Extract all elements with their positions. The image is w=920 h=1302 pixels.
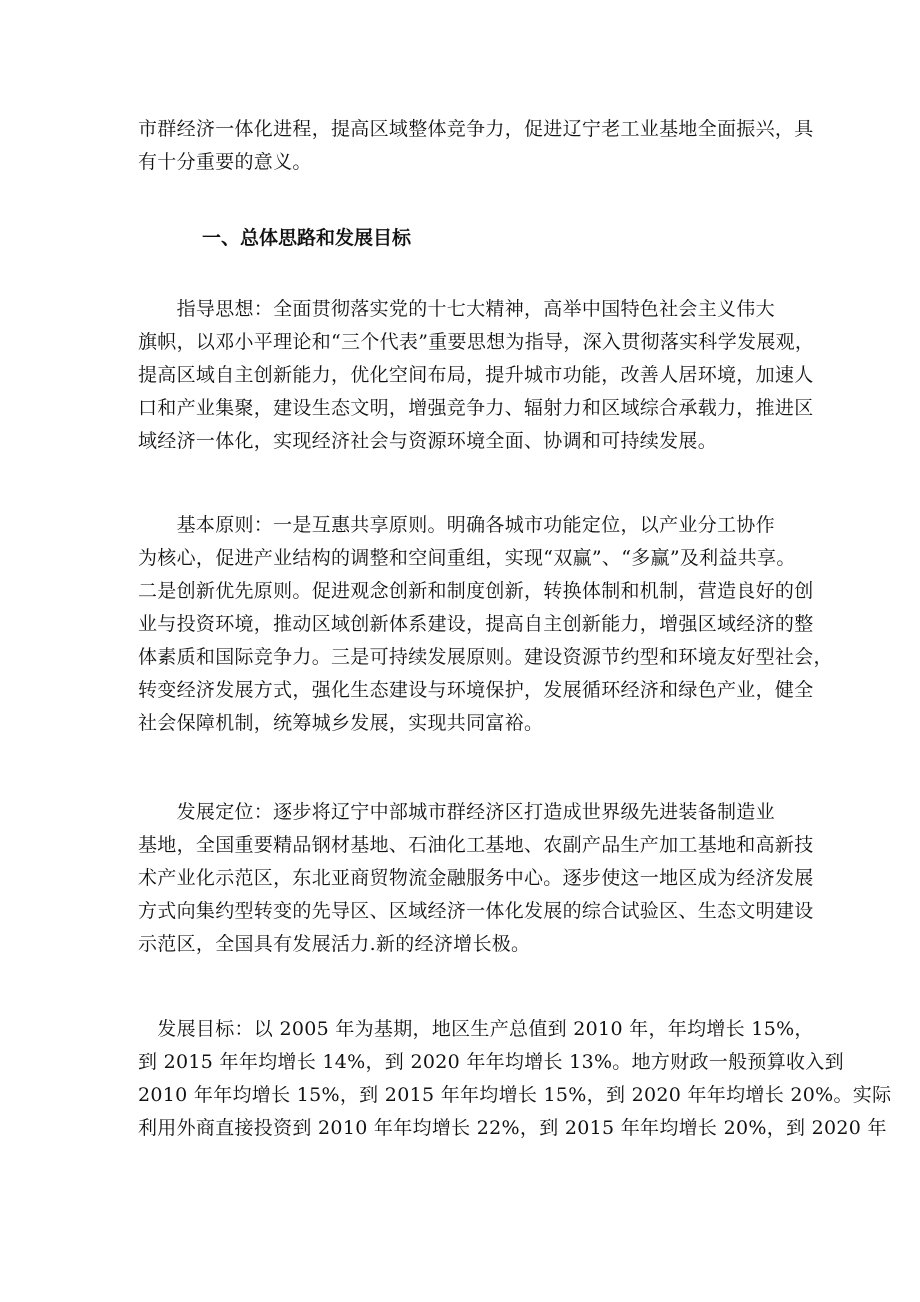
text-line: 域经济一体化，实现经济社会与资源环境全面、协调和可持续发展。 — [138, 430, 718, 452]
text-line: 旗帜，以邓小平理论和“三个代表”重要思想为指导，深入贯彻落实科学发展观， — [138, 331, 815, 353]
development-goals-paragraph — [138, 1013, 892, 1145]
section-heading: 一、总体思路和发展目标 — [202, 227, 412, 249]
text-line: 发展定位：逐步将辽宁中部城市群经济区打造成世界级先进装备制造业 — [138, 801, 775, 823]
text-line: 提高区域自主创新能力，优化空间布局，提升城市功能，改善人居环境，加速人 — [138, 364, 814, 386]
text-line: 体素质和国际竞争力。三是可持续发展原则。建设资源节约型和环境友好型社会， — [138, 646, 833, 668]
text-line: 术产业化示范区，东北亚商贸物流金融服务中心。逐步使这一地区成为经济发展 — [138, 867, 814, 889]
text-line: 发展目标：以 2005 年为基期，地区生产总值到 2010 年，年均增长 15%， — [138, 1018, 814, 1040]
guiding-thought-paragraph — [138, 293, 815, 458]
text-line: 方式向集约型转变的先导区、区域经济一体化发展的综合试验区、生态文明建设 — [138, 900, 814, 922]
text-line: 基地，全国重要精品钢材基地、石油化工基地、农副产品生产加工基地和高新技 — [138, 834, 814, 856]
text-line: 示范区，全国具有发展活力.新的经济增长极。 — [138, 933, 531, 955]
text-line: 市群经济一体化进程，提高区域整体竞争力，促进辽宁老工业基地全面振兴，具 — [138, 118, 814, 140]
text-line: 有十分重要的意义。 — [138, 151, 312, 173]
basic-principles-paragraph — [138, 509, 833, 740]
text-line: 业与投资环境，推动区域创新体系建设，提高自主创新能力，增强区域经济的整 — [138, 613, 814, 635]
intro-paragraph — [138, 113, 814, 179]
text-line: 口和产业集聚，建设生态文明，增强竞争力、辐射力和区域综合承载力，推进区 — [138, 397, 814, 419]
text-line: 二是创新优先原则。促进观念创新和制度创新，转换体制和机制，营造良好的创 — [138, 580, 814, 602]
development-positioning-paragraph — [138, 796, 814, 961]
text-line: 到 2015 年年均增长 14%，到 2020 年年均增长 13%。地方财政一般预算收入到 — [138, 1051, 844, 1073]
text-line: 为核心，促进产业结构的调整和空间重组，实现“双赢”、“多赢”及利益共享。 — [138, 547, 796, 569]
text-line: 基本原则：一是互惠共享原则。明确各城市功能定位，以产业分工协作 — [138, 514, 775, 536]
text-line: 转变经济发展方式，强化生态建设与环境保护，发展循环经济和绿色产业，健全 — [138, 679, 814, 701]
text-line: 指导思想：全面贯彻落实党的十七大精神，高举中国特色社会主义伟大 — [138, 298, 775, 320]
text-line: 利用外商直接投资到 2010 年年均增长 22%，到 2015 年年均增长 20%，到 2020 年 — [138, 1117, 887, 1139]
text-line: 2010 年年均增长 15%，到 2015 年年均增长 15%，到 2020 年年均增长 20%。实际 — [138, 1084, 892, 1106]
text-line: 社会保障机制，统筹城乡发展，实现共同富裕。 — [138, 712, 544, 734]
